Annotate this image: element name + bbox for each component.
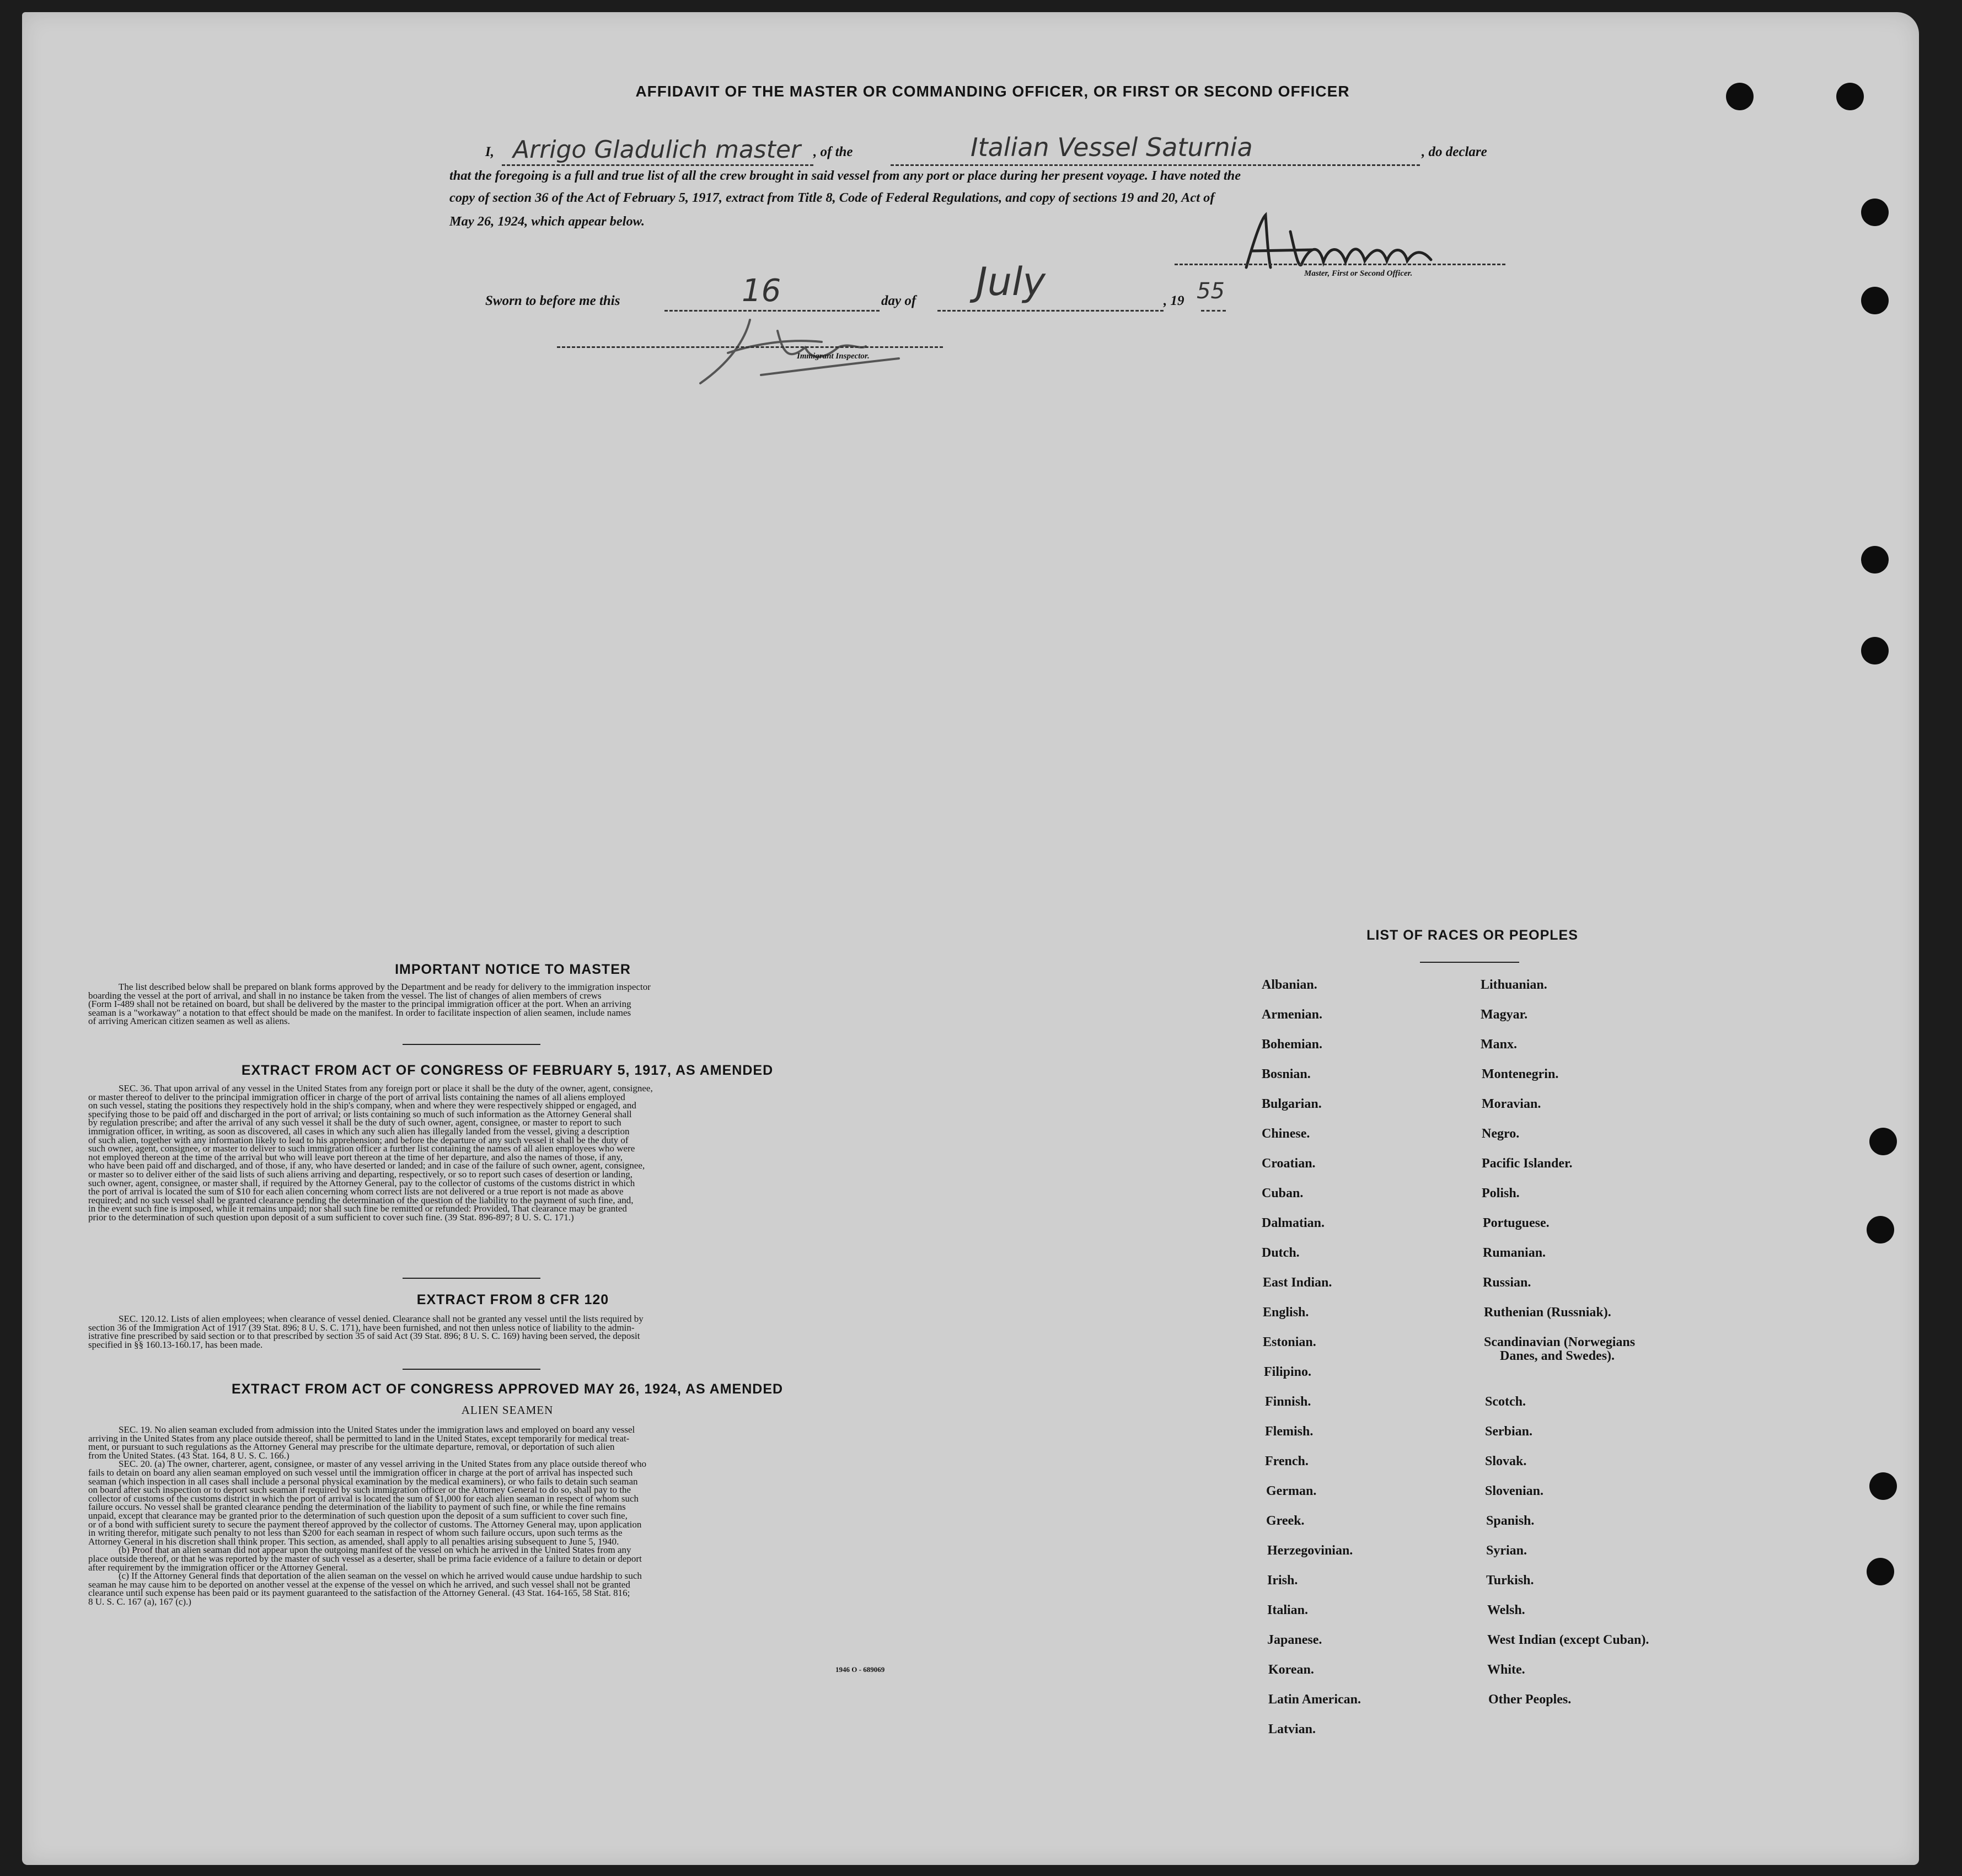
extract-line: unpaid, except that clearance may be granted prior to the determination of such question upon the deposit of a sum sufficient to cover such fine, [88,1510,628,1521]
extract-line: prior to the determination of such question upon deposit of a sum sufficient to cover such fine. (39 Stat. 896-897; 8 U. S. C. 171.) [88,1212,574,1223]
binder-hole [1836,83,1864,110]
notice-line: (Form I-489 shall not be retained on board, but shall be delivered by the master to the principal immigration officer at the port. When an arriving [88,999,631,1010]
extract-line: in writing therefor, mitigate such penalty to not less than $200 for each seaman in respect of whom such failure occurs, upon such terms as the [88,1527,623,1539]
extract-line: (c) If the Attorney General finds that deportation of the alien seaman on the vessel on which he arrived would cause undue hardship to such [119,1571,642,1582]
binder-hole [1861,637,1889,664]
extract-line: fails to detain on board any alien seaman employed on such vessel until the immigration officer in charge at the port of arrival has inspected such [88,1467,633,1478]
race-item: Rumanian. [1483,1246,1546,1260]
race-item-continuation: Danes, and Swedes). [1500,1349,1615,1363]
sworn-prefix: Sworn to before me this [485,293,620,308]
race-item: Bohemian. [1262,1037,1323,1052]
binder-hole [1861,546,1889,573]
divider [1420,962,1519,963]
affidavit-do-declare: , do declare [1422,144,1487,159]
extract-8cfr-title: EXTRACT FROM 8 CFR 120 [416,1292,609,1307]
race-item: Armenian. [1262,1007,1322,1022]
extract-line: or master thereof to deliver to the principal immigration officer in charge of the port of arrival lists containing the names of all aliens employed [88,1091,625,1102]
race-item: Scandinavian (Norwegians [1484,1335,1636,1349]
race-item: Finnish. [1265,1395,1311,1409]
sworn-month-field: July [976,259,1046,304]
binder-hole [1869,1472,1897,1500]
master-name-field: Arrigo Gladulich master [513,136,801,164]
extract-line: (b) Proof that an alien seaman did not appear upon the outgoing manifest of the vessel on which he arrived in the United States from any [119,1545,631,1556]
race-item: English. [1263,1305,1309,1320]
extract-line: or master so to deliver either of the said lists of such aliens arriving and departing, respectively, or so to report such cases of desertion or landing, [88,1169,632,1180]
extract-1917-title: EXTRACT FROM ACT OF CONGRESS OF FEBRUARY 5, 1917, AS AMENDED [241,1063,774,1078]
extract-line: collector of customs of the customs district in which the port of arrival is located the sum of $1,000 for each alien seaman in respect of whom such [88,1493,639,1504]
race-item: Turkish. [1486,1573,1534,1588]
sworn-day-field: 16 [742,273,781,309]
race-item: Magyar. [1481,1007,1528,1022]
vessel-name-field: Italian Vessel Saturnia [971,132,1253,162]
affidavit-line-4: May 26, 1924, which appear below. [449,214,645,229]
race-item: Pacific Islander. [1482,1156,1573,1171]
extract-line: on such vessel, stating the positions they respectively hold in the ship's company, when and where they were respectively shipped or engaged, and [88,1100,636,1111]
extract-line: seaman he may cause him to be deported on another vessel at the expense of the vessel on which he arrived, and such vessel shall not be granted [88,1579,630,1590]
race-item: Negro. [1482,1127,1520,1141]
notice-line: boarding the vessel at the port of arrival, and shall in no instance be taken from the vessel. The list of changes of alien members of crews [88,990,602,1001]
race-item: Flemish. [1265,1424,1314,1439]
extract-line: or of a bond with sufficient surety to secure the payment thereof approved by the collector of customs. The Attorney General may, upon application [88,1519,642,1530]
race-item: Ruthenian (Russniak). [1484,1305,1611,1320]
binder-hole [1867,1216,1894,1243]
binder-hole [1861,287,1889,314]
extract-line: by regulation prescribe; and after the arrival of any such vessel it shall be the duty of such owner, agent, consignee, or master to report to such [88,1117,621,1128]
extract-1924-subtitle: ALIEN SEAMEN [461,1403,554,1417]
extract-line: in the event such fine is imposed, while it remains unpaid; nor shall such fine be remitted or refunded: Provided, That clearance may be granted [88,1203,627,1214]
extract-line: SEC. 36. That upon arrival of any vessel in the United States from any foreign port or place it shall be the duty of the owner, agent, consignee, [119,1083,653,1094]
race-item: Chinese. [1262,1127,1310,1141]
race-item: Croatian. [1262,1156,1316,1171]
extract-line: such owner, agent, consignee, or master to deliver to such immigration officer a further list containing the names of all alien employees who were [88,1143,635,1154]
race-item: Cuban. [1262,1186,1304,1200]
extract-line: SEC. 19. No alien seaman excluded from admission into the United States under the immigration laws and employed on board any vessel [119,1424,635,1435]
inspector-caption: Immigrant Inspector. [797,352,870,361]
extract-line: immigration officer, in writing, as soon as discovered, all cases in which any such alien has illegally landed from the vessel, giving a description [88,1125,630,1137]
race-item: Japanese. [1267,1633,1322,1647]
race-item: German. [1266,1484,1317,1498]
race-item: Latvian. [1268,1722,1316,1736]
notice-line: The list described below shall be prepared on blank forms approved by the Department and be ready for delivery to the immigration inspector [119,982,651,992]
race-item: Russian. [1483,1275,1531,1290]
race-item: Bulgarian. [1262,1097,1322,1111]
binder-hole [1869,1128,1897,1155]
extract-line: from the United States. (43 Stat. 164, 8 U. S. C. 166.) [88,1450,290,1461]
race-item: Italian. [1267,1603,1309,1617]
race-item: Bosnian. [1262,1067,1311,1081]
extract-line: Attorney General in his discretion shall think proper. This section, as amended, shall apply to all penalties arising subsequent to June 5, 1940. [88,1536,619,1547]
race-item: Montenegrin. [1482,1067,1559,1081]
race-item: Spanish. [1486,1514,1535,1528]
extract-line: failure occurs. No vessel shall be granted clearance pending the determination of the liability to payment of such fine, or while the fine remains [88,1502,626,1513]
race-item: Albanian. [1262,978,1317,992]
divider [403,1044,540,1045]
notice-line: of arriving American citizen seamen as well as aliens. [88,1016,290,1027]
extract-1924-text [88,1425,926,1606]
divider [403,1278,540,1279]
race-item: Scotch. [1485,1395,1526,1409]
inspector-signature-line [557,346,943,348]
inspector-signature [695,309,982,392]
race-item: Slovenian. [1485,1484,1544,1498]
extract-1924-title: EXTRACT FROM ACT OF CONGRESS APPROVED MAY 26, 1924, AS AMENDED [231,1381,784,1397]
extract-line: clearance until such expense has been paid or its payment guaranteed to the satisfaction of the Attorney General. (43 Stat. 164-165, 58 Stat. 816; [88,1588,630,1599]
extract-line: arriving in the United States from any place outside thereof, shall be permitted to land in the United States, except temporarily for medical treat- [88,1433,630,1444]
affidavit-line-2: that the foregoing is a full and true list of all the crew brought in said vessel from any port or place during her present voyage. I have noted the [449,168,1241,183]
race-item: Serbian. [1485,1424,1533,1439]
race-item: Syrian. [1486,1543,1527,1558]
race-item: Portuguese. [1483,1216,1550,1230]
notice-title: IMPORTANT NOTICE TO MASTER [395,962,631,977]
extract-line: required; and no such vessel shall be granted clearance pending the determination of the question of the liability to the payment of such fine, and, [88,1194,634,1205]
year-prefix: , 19 [1164,293,1184,308]
year-field: 55 [1197,278,1225,304]
extract-line: specified in §§ 160.13-160.17, has been made. [88,1339,263,1350]
race-item: East Indian. [1263,1275,1332,1290]
binder-hole [1726,83,1754,110]
affidavit-of-the: , of the [813,144,853,159]
print-code: 1946 O - 689069 [835,1665,885,1674]
extract-1917-text [88,1084,926,1222]
extract-line: who have been paid off and discharged, and of those, if any, who have deserted or landed; and in case of the failure of such owner, agent, consignee, [88,1160,645,1171]
race-item: French. [1265,1454,1309,1468]
notice-text [88,983,926,1026]
extract-line: 8 U. S. C. 167 (a), 167 (c).) [88,1596,191,1607]
race-item: Filipino. [1264,1365,1312,1379]
extract-line: such owner, agent, consignee, or master shall, if required by the Attorney General, pay to the collector of customs of the customs district in which [88,1177,635,1188]
day-of-label: day of [881,293,916,308]
race-item: Greek. [1266,1514,1305,1528]
races-title: LIST OF RACES OR PEOPLES [1366,928,1578,943]
affidavit-title: AFFIDAVIT OF THE MASTER OR COMMANDING OFFICER, OR FIRST OR SECOND OFFICER [635,83,1350,100]
race-item: Moravian. [1482,1097,1541,1111]
affidavit-prefix: I, [485,144,494,159]
binder-hole [1867,1558,1894,1585]
race-item: Slovak. [1485,1454,1527,1468]
divider [403,1369,540,1370]
race-item: Other Peoples. [1488,1692,1572,1707]
vessel-name-underline [891,164,1420,166]
race-item: Herzegovinian. [1267,1543,1353,1558]
extract-line: of such alien, together with any information likely to lead to his apprehension; and before the departure of any such vessel it shall be the duty of [88,1134,629,1145]
race-item: Manx. [1481,1037,1517,1052]
extract-line: place outside thereof, or that he was reported by the master of such vessel as a deserter, shall be prima facie evidence of a failure to detain or deport [88,1553,642,1564]
notice-line: seaman is a "workaway" a notation to that effect should be made on the manifest. In order to facilitate inspection of alien seamen, include names [88,1007,631,1018]
affidavit-line-1 [485,144,494,160]
race-item: Irish. [1267,1573,1298,1588]
race-item: Dalmatian. [1262,1216,1325,1230]
extract-line: istrative fine prescribed by said section or to that prescribed by section 35 of said Act (39 Stat. 896; 8 U. S. C. 169) having been served, the deposit [88,1331,640,1342]
race-item: White. [1487,1663,1525,1677]
extract-line: seaman (which inspection in all cases shall include a personal physical examination by the medical examiners), or who fails to detain such seaman [88,1476,638,1487]
extract-line: section 36 of the Immigration Act of 1917 (39 Stat. 896; 8 U. S. C. 171), have been furnished, and not then unless notice of liability to the admin- [88,1322,635,1333]
race-item: Korean. [1268,1663,1314,1677]
master-signature-line [1175,264,1505,265]
extract-line: the port of arrival is located the sum of $10 for each alien concerning whom correct lists are not delivered or a true report is not made as above [88,1186,624,1197]
extract-line: after requirement by the immigration officer or the Attorney General. [88,1562,348,1573]
race-item: Lithuanian. [1481,978,1547,992]
extract-line: on board after such inspection or to deport such seaman if required by such immigration officer or the Attorney General to do so, shall pay to the [88,1484,631,1496]
master-name-underline [502,164,813,166]
extract-line: specifying those to be paid off and discharged in the port of arrival; or lists containing so much of such information as the Attorney General shall [88,1108,632,1119]
extract-line: ment, or pursuant to such regulations as the Attorney General may prescribe for the ultimate departure, removal, or deportation of such alien [88,1441,615,1452]
race-item: Estonian. [1263,1335,1316,1349]
extract-line: SEC. 120.12. Lists of alien employees; when clearance of vessel denied. Clearance shall not be granted any vessel until the lists required by [119,1314,644,1324]
race-item: Welsh. [1487,1603,1525,1617]
binder-hole [1861,199,1889,226]
extract-line: SEC. 20. (a) The owner, charterer, agent, consignee, or master of any vessel arriving in the United States from any place outside thereof who [119,1459,647,1470]
extract-line: not employed thereon at the time of the arrival but who will leave port thereon at the time of her departure, and also the names of those, if any, [88,1151,623,1162]
extract-8cfr-text [88,1315,926,1349]
race-item: Latin American. [1268,1692,1361,1707]
year-underline [1201,310,1226,312]
master-signature-caption: Master, First or Second Officer. [1304,269,1413,278]
race-item: Polish. [1482,1186,1520,1200]
affidavit-line-3: copy of section 36 of the Act of February 5, 1917, extract from Title 8, Code of Federal Regulations, and copy of sections 19 and 20, Act of [449,190,1215,205]
race-item: Dutch. [1262,1246,1300,1260]
race-item: West Indian (except Cuban). [1487,1633,1649,1647]
